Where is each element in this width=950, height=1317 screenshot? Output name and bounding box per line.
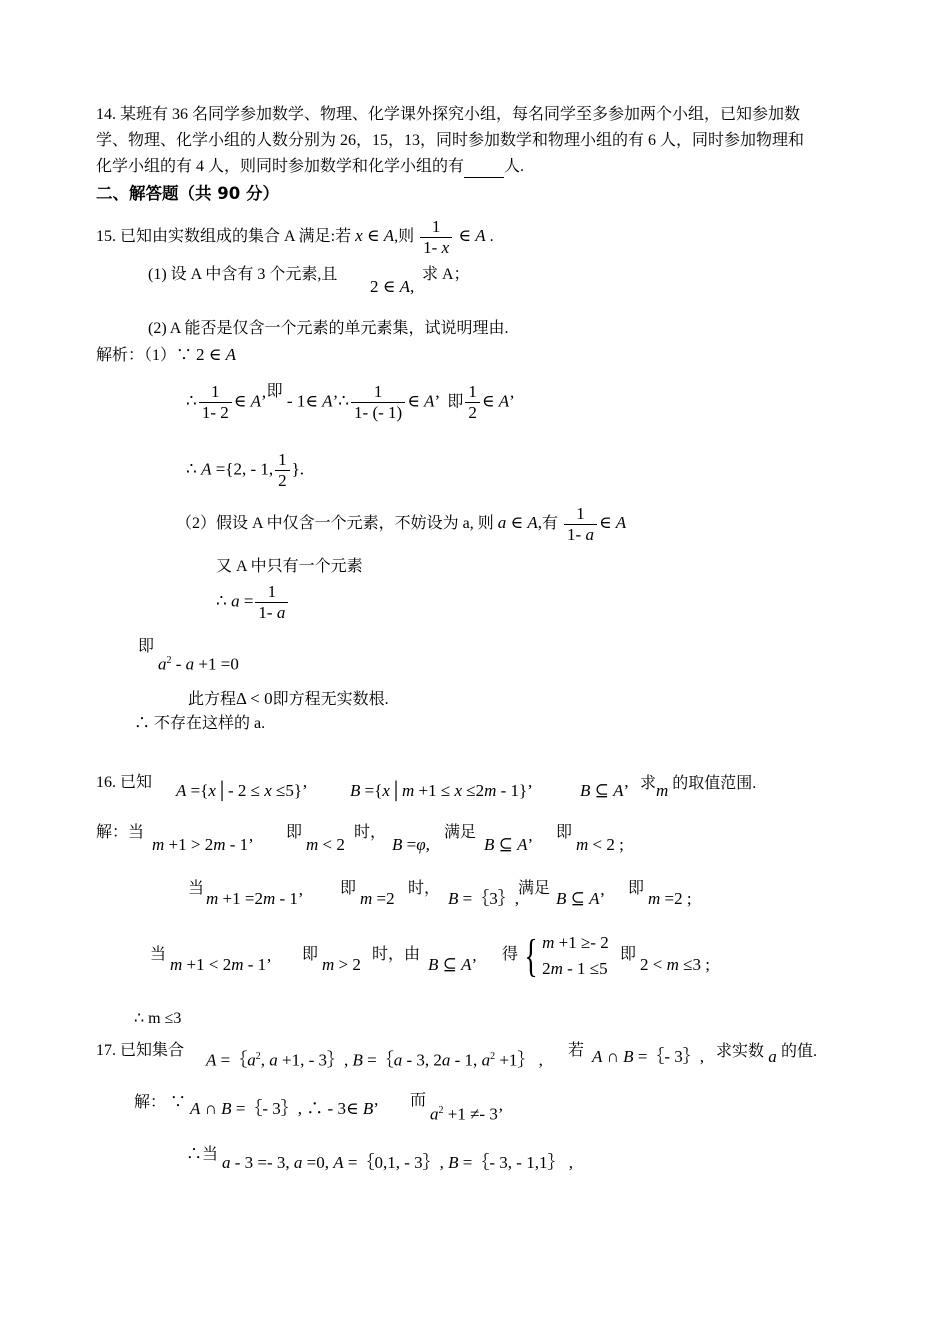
q17-sol-2: $a^2 +1 \ne- 3$’ [430,1104,504,1124]
q16-case3-m: m > 2 [322,955,361,974]
q16-case1-m: m < 2 [306,835,345,854]
q14-line-2: 学、物理、化学小组的人数分别为 26，15，13，同时参加数学和物理小组的有 6 人，同时参加物理和 [96,132,805,149]
q16-conclusion: ∴ m ≤3 [134,1010,182,1027]
q16-case2-subset: B ⊆ A’ [556,889,606,908]
q15-eq-end: 即方程无实数根. [272,691,389,708]
q15-solution-label: 解析：（1）∵ [96,347,193,364]
q17-set-a: $A =\{a^2$, a +1, - 3｝, B =｛a - 3, 2a - 1, $a^2$ +1｝ , [206,1050,543,1070]
q16-ask: 求m 的取值范围. [640,775,757,800]
q16-case3-shi [372,944,420,966]
q17-sol-1: A ∩ B =｛- 3｝, ∴ - 3∈ B’ [190,1099,379,1118]
q15-solution-8: 此方程Δ < 0即方程无实数根. [188,689,389,708]
q16-case2-ji: 即 [340,880,357,897]
q17-ask-end: 的值. [781,1043,818,1060]
q16-sol-label: 解：当 [96,824,145,841]
q16-case2-shi: 时， [408,880,441,897]
q16-case2-dang: 当 [188,880,205,897]
q16-case2-satisfy: 满足 [518,880,551,897]
q15-solution-7: $a^2 - a +1 =0$ [158,654,239,674]
q16-case3-ji: 即 [302,946,319,963]
q16-case1-result: m < 2 ; [576,835,624,854]
q16-case2-ji2: 即 [628,880,645,897]
q17-dang: ∴当 [186,1146,219,1163]
q15-solution-1: 解析：（1）∵ 2 ∈ A [96,345,236,364]
q15-stem: 15. 已知由实数组成的集合 A 满足:若 x ∈ A,则 $\frac{1}{1- x}$ ∈ A . [96,216,494,257]
q17-label: 17. 已知集合 [96,1042,185,1059]
q16-label: 16. 已知 [96,774,153,791]
q16-case3-result: 2 < m ≤3 ; [640,955,710,974]
q16-case1-ji2: 即 [556,824,573,841]
q16-case3-ji2: 即 [620,946,637,963]
q15-conclusion: ∴ 不存在这样的 a. [134,715,266,732]
q16-case2-b: B =｛3｝, [448,889,519,908]
q15-solution-2: ∴ $\frac{1}{1- 2}$ ∈ A’即 - 1∈ A’∴ $\frac{1}{1- (- 1)}$ ∈ A’ 即 $\frac{1}{2}$ ∈ A’ [186,382,515,422]
q14-line-3-end: 人. [504,158,525,175]
q17-sol-label: 解： ∵ [134,1094,187,1111]
q16-set-a: A ={x│- 2 ≤ x ≤5}’ [176,781,308,800]
q15-part-2: (2) A 能否是仅含一个元素的单元素集，试说明理由. [148,320,509,337]
q16-system: { m +1 ≥- 2 2m - 1 ≤5 [524,930,609,981]
q16-case2-m: m =2 [360,889,395,908]
q17-er: 而 [410,1092,427,1109]
q15-solution-6: ∴ a = $\frac{1}{1- a}$ [216,582,290,623]
q16-case1-cond: m +1 > 2m - 1’ [152,835,254,854]
q15-part-1-math: 2 ∈ A, [370,277,415,296]
q15-part-1 [148,264,337,286]
answer-blank [464,161,504,178]
q16-qiu: 求 [640,775,657,792]
q16-case2-result: m =2 ; [648,889,692,908]
q17-ruo: 若 [568,1042,585,1059]
q17-ask: 求实数 a 的值. [716,1043,818,1066]
q17-intersect: A ∩ B =｛- 3｝, [592,1047,705,1066]
q16-case1-subset: B ⊆ A’ [484,835,534,854]
q16-case1-satisfy: 满足 [444,824,477,841]
q15-ji-2: 即 [447,393,464,411]
q17-sol-label-text: 解： [134,1094,167,1111]
q15-stem-text: 15. 已知由实数组成的集合 A 满足:若 [96,228,352,245]
q16-case1-ji: 即 [286,824,303,841]
q16-case3-shi-text: 时， [372,946,405,963]
q16-case3-subset: B ⊆ A’ [428,955,478,974]
q15-solution-3: ∴ A ={2, - 1, $\frac{1}{2}$ }. [186,450,305,490]
q16-case1-shi: 时， [354,824,387,841]
q15-solution-ji: 即 [138,638,155,655]
q14-line-3 [96,156,524,178]
section-heading: 二、解答题（共 90 分） [96,184,279,203]
q14-line-1: 14. 某班有 36 名同学参加数学、物理、化学课外探究小组，每名同学至多参加两个小组，已知参加数 [96,106,801,123]
q15-part-1-end: 求 A； [422,266,470,283]
q15-solution-4: （2）假设 A 中仅含一个元素，不妨设为 a, 则 a ∈ A,有 $\frac{1}{1- a}$ ∈ A [176,504,627,544]
q15-fraction: $\frac{1}{1- x}$ [420,217,452,258]
q17-ask-text: 求实数 [716,1043,765,1060]
q16-ask-end: 的取值范围. [672,775,757,792]
q17-sol-3: a - 3 =- 3, a =0, A =｛0,1, - 3｝, B =｛- 3, - 1,1｝ , [222,1153,573,1172]
q15-solution-5: 又 A 中只有一个元素 [216,558,363,575]
q16-case3-dang: 当 [150,946,167,963]
q15-ji-1: 即 [266,383,283,401]
q16-case3-de: 得 [502,946,519,963]
q16-case3-cond: m +1 < 2m - 1’ [170,955,272,974]
q16-set-b: B ={x│m +1 ≤ x ≤2m - 1}’ [350,781,533,800]
q16-you: 由 [404,946,421,963]
q16-case2-cond: m +1 =2m - 1’ [206,889,304,908]
q15-solution-4-text: （2）假设 A 中仅含一个元素，不妨设为 a, 则 [176,515,494,533]
q15-you: 有 [542,515,559,533]
q16-case1-b: B =φ, [392,835,430,854]
q15-eq-text: 此方程 [188,691,237,708]
q14-line-3-text: 化学小组的有 4 人，则同时参加数学和化学小组的有 [96,158,465,175]
q15-part-1-text: (1) 设 A 中含有 3 个元素,且 [148,266,338,283]
q16-subset: B ⊆ A’ [580,781,630,800]
